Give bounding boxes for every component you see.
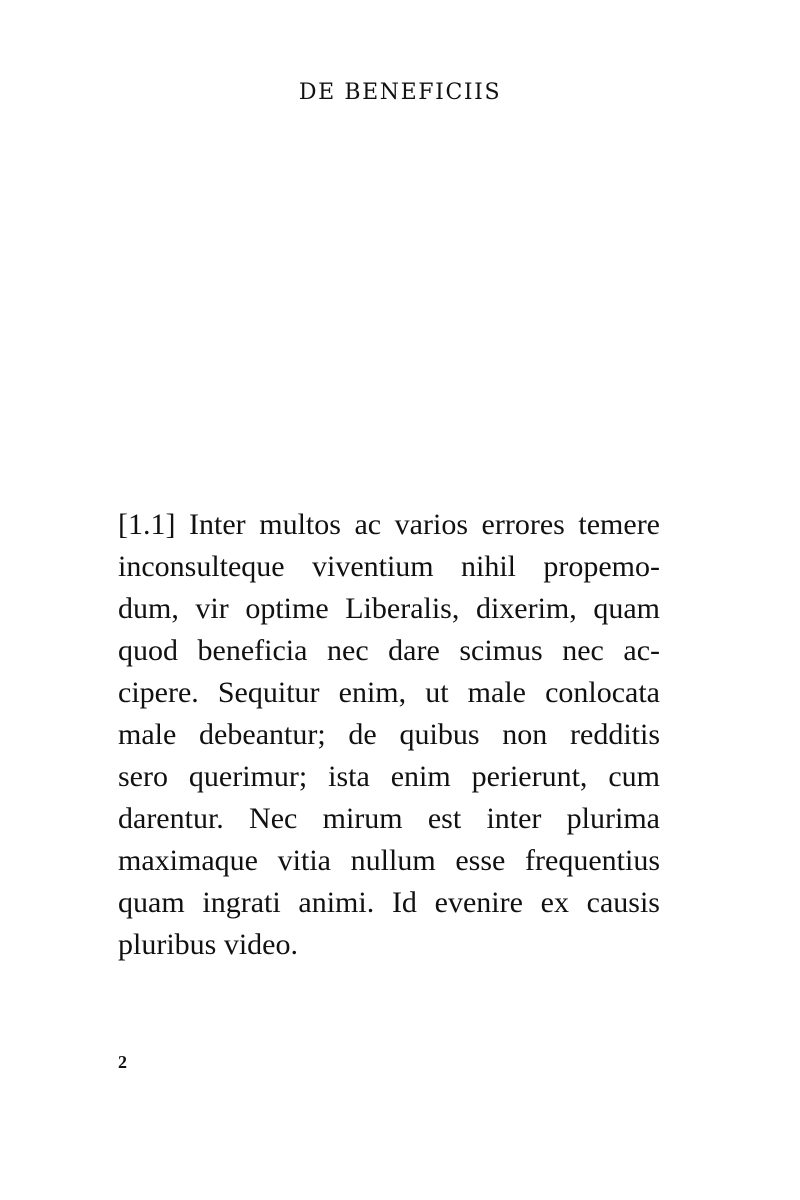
paragraph-line: [1.1] Inter multos ac varios errores temere [118, 508, 660, 541]
paragraph-line: dum, vir optime Liberalis, dixerim, quam [118, 592, 660, 625]
paragraph-line: sero querimur; ista enim perierunt, cum [118, 760, 660, 793]
body-paragraph [118, 504, 660, 966]
paragraph-line: quod beneficia nec dare scimus nec ac- [118, 634, 660, 667]
paragraph-line: maximaque vitia nullum esse frequentius [118, 844, 660, 877]
paragraph-line: cipere. Sequitur enim, ut male conlocata [118, 676, 660, 709]
paragraph-line: pluribus video. [118, 928, 298, 961]
paragraph-line: male debeantur; de quibus non redditis [118, 718, 660, 751]
paragraph-line: quam ingrati animi. Id evenire ex causis [118, 886, 660, 919]
running-head: DE BENEFICIIS [298, 80, 502, 105]
paragraph-line: darentur. Nec mirum est inter plurima [118, 802, 660, 835]
page-number: 2 [118, 1052, 127, 1072]
paragraph-line: inconsulteque viventium nihil propemo- [118, 550, 660, 583]
